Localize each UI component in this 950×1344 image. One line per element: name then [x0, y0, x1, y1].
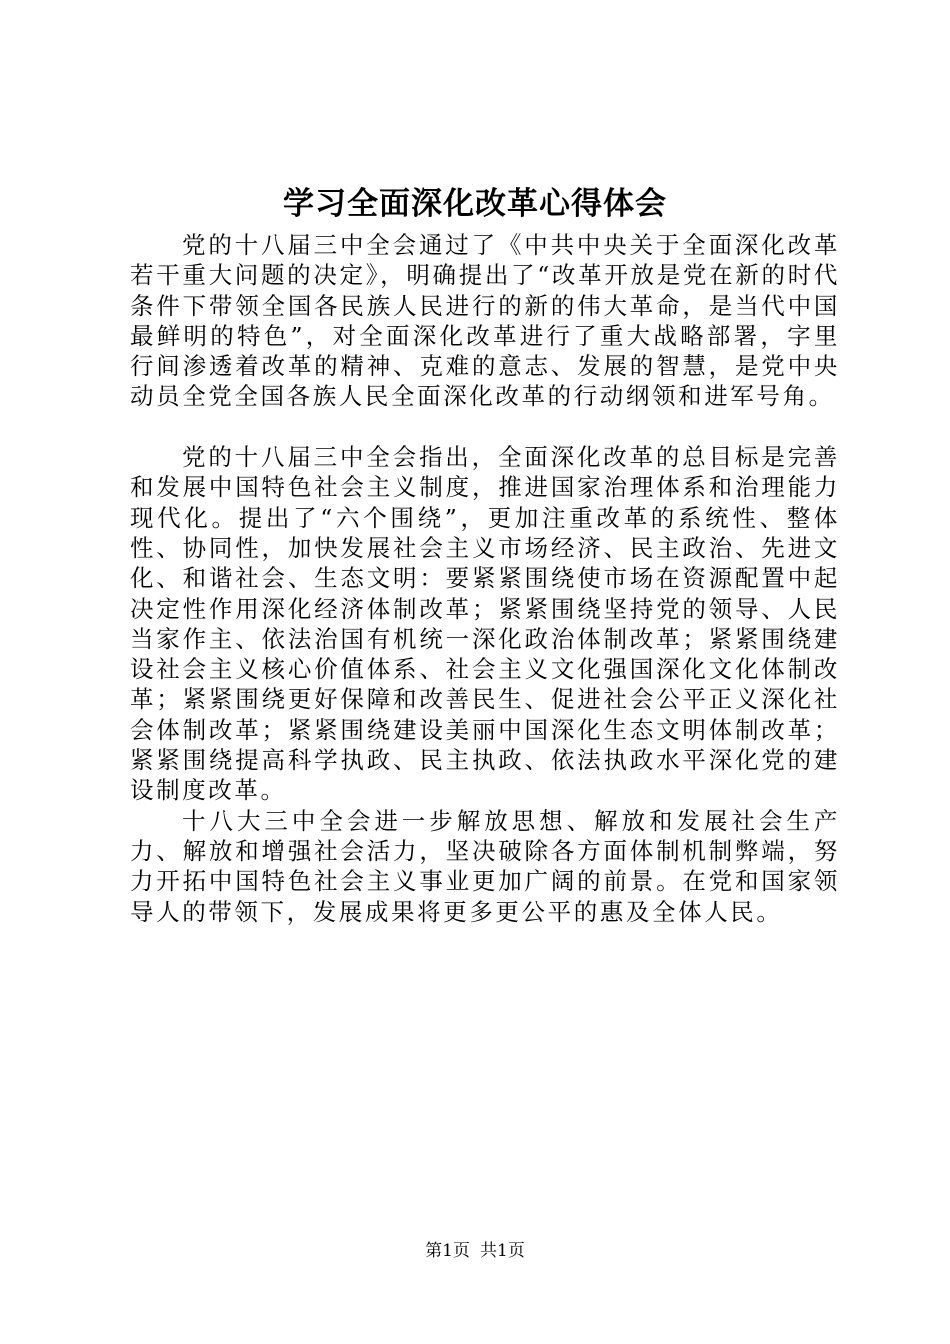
- page-number-current: 第1页: [425, 1241, 470, 1261]
- page-number-total: 共1页: [480, 1241, 525, 1261]
- paragraph-2: 党的十八届三中全会指出，全面深化改革的总目标是完善和发展中国特色社会主义制度，推进国家治理体系和治理能力现代化。提出了“六个围绕”，更加注重改革的系统性、整体性、协同性，加快发展社会主义市场经济、民主政治、先进文化、和谐社会、生态文明：要紧紧围绕使市场在资源配置中起决定性作用深化经济体制改革；紧紧围绕坚持党的领导、人民当家作主、依法治国有机统一深化政治体制改革；紧紧围绕建设社会主义核心价值体系、社会主义文化强国深化文化体制改革；紧紧围绕更好保障和改善民生、促进社会公平正义深化社会体制改革；紧紧围绕建设美丽中国深化生态文明体制改革；紧紧围绕提高科学执政、民主执政、依法执政水平深化党的建设制度改革。: [130, 443, 840, 805]
- paragraph-3: 十八大三中全会进一步解放思想、解放和发展社会生产力、解放和增强社会活力，坚决破除各方面体制机制弊端，努力开拓中国特色社会主义事业更加广阔的前景。在党和国家领导人的带领下，发展成果将更多更公平的惠及全体人民。: [130, 806, 840, 926]
- paragraph-1: 党的十八届三中全会通过了《中共中央关于全面深化改革若干重大问题的决定》，明确提出了“改革开放是党在新的时代条件下带领全国各民族人民进行的新的伟大革命，是当代中国最鲜明的特色”，对全面深化改革进行了重大战略部署，字里行间渗透着改革的精神、克难的意志、发展的智慧，是党中央动员全党全国各族人民全面深化改革的行动纲领和进军号角。: [130, 231, 840, 411]
- document-body: [130, 230, 840, 927]
- document-title: 学习全面深化改革心得体会: [283, 186, 667, 222]
- page-footer: [0, 1239, 950, 1263]
